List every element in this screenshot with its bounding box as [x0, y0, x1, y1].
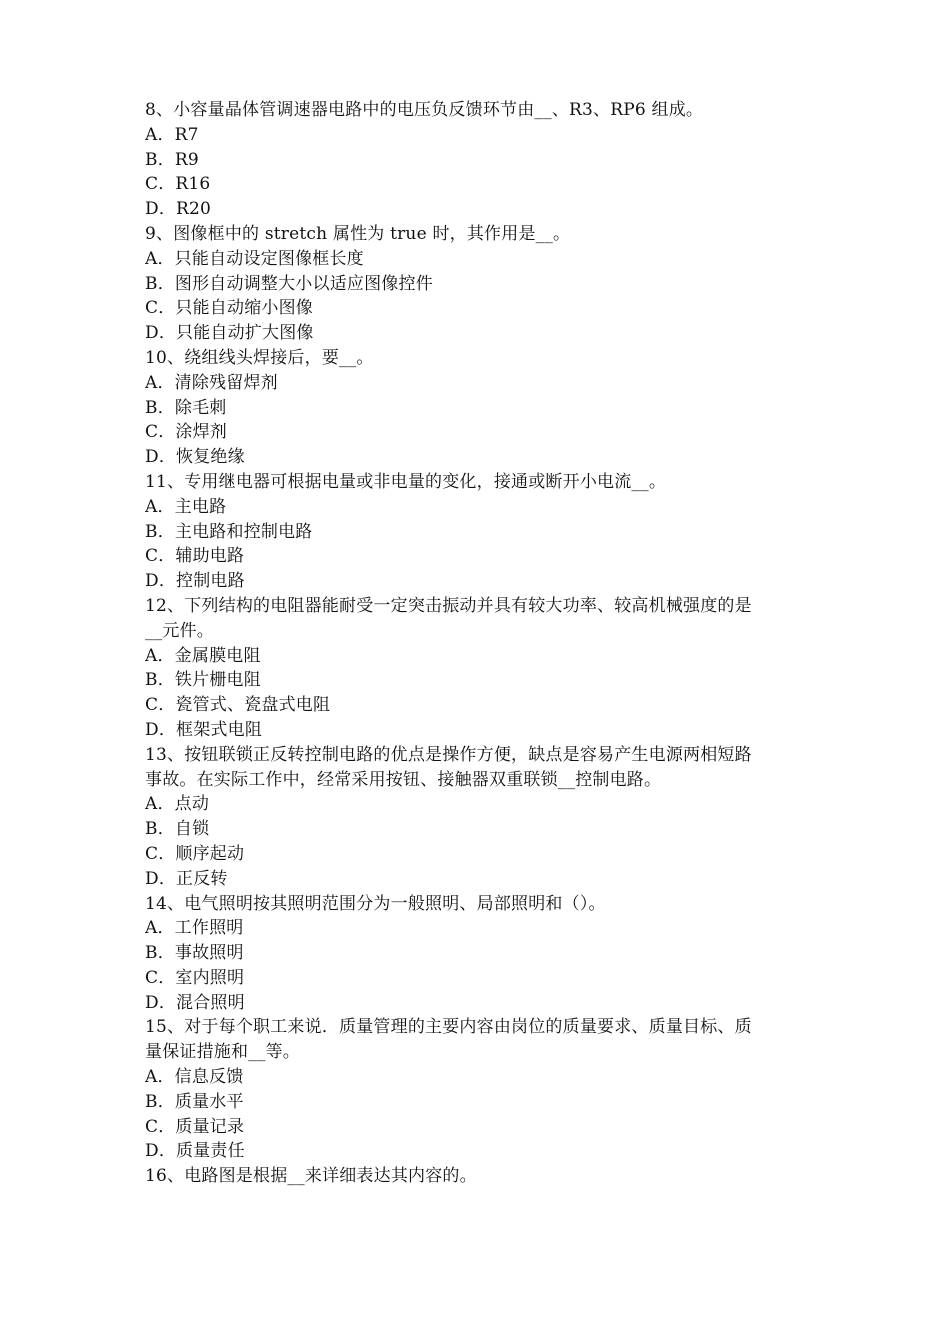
answer-option: A．工作照明 — [145, 918, 244, 939]
answer-option: C．质量记录 — [145, 1116, 245, 1137]
answer-option: C．顺序起动 — [145, 843, 245, 864]
answer-option: B．除毛刺 — [145, 397, 227, 418]
question-stem-line: 10、绕组线头焊接后，要__。 — [145, 347, 374, 368]
question-block — [145, 1015, 815, 1164]
answer-option: D．正反转 — [145, 868, 228, 889]
answer-option: A．R7 — [145, 124, 199, 145]
answer-option: B．质量水平 — [145, 1091, 244, 1112]
answer-option: A．信息反馈 — [145, 1067, 244, 1088]
question-stem-line: 11、专用继电器可根据电量或非电量的变化，接通或断开小电流__。 — [145, 471, 667, 492]
answer-option: A．点动 — [145, 794, 210, 815]
question-stem-line: 8、小容量晶体管调速器电路中的电压负反馈环节由__、R3、RP6 组成。 — [145, 100, 704, 120]
question-block — [145, 222, 815, 346]
question-block — [145, 743, 815, 892]
answer-option: D．只能自动扩大图像 — [145, 323, 314, 344]
answer-option: A．只能自动设定图像框长度 — [145, 248, 364, 269]
answer-option: C．只能自动缩小图像 — [145, 298, 314, 319]
answer-option: A．金属膜电阻 — [145, 645, 261, 666]
answer-option: D．质量责任 — [145, 1141, 245, 1162]
answer-option: B．R9 — [145, 149, 199, 170]
answer-option: A．清除残留焊剂 — [145, 372, 278, 393]
question-block — [145, 98, 815, 222]
question-stem-line: 12、下列结构的电阻器能耐受一定突击振动并具有较大功率、较高机械强度的是 — [145, 595, 752, 616]
answer-option: B．自锁 — [145, 819, 210, 840]
answer-option: C．涂焊剂 — [145, 422, 228, 443]
question-block — [145, 470, 815, 594]
question-block — [145, 594, 815, 743]
answer-option: D．框架式电阻 — [145, 719, 263, 740]
question-stem-line: 量保证措施和__等。 — [145, 1042, 300, 1063]
question-stem-line: 16、电路图是根据__来详细表达其内容的。 — [145, 1166, 477, 1187]
answer-option: D．恢复绝缘 — [145, 447, 245, 468]
answer-option: C．室内照明 — [145, 967, 245, 988]
question-block — [145, 892, 815, 1016]
question-stem-line: 15、对于每个职工来说．质量管理的主要内容由岗位的质量要求、质量目标、质 — [145, 1017, 752, 1038]
answer-option: D．控制电路 — [145, 571, 245, 592]
answer-option: B．铁片栅电阻 — [145, 670, 261, 691]
question-stem-line: 9、图像框中的 stretch 属性为 true 时，其作用是__。 — [145, 223, 571, 244]
answer-option: C．辅助电路 — [145, 546, 245, 567]
question-stem-line: 13、按钮联锁正反转控制电路的优点是操作方便，缺点是容易产生电源两相短路 — [145, 744, 752, 765]
question-list — [145, 98, 815, 1189]
answer-option: C．R16 — [145, 174, 211, 195]
question-block — [145, 1164, 815, 1189]
answer-option: D．混合照明 — [145, 992, 245, 1013]
answer-option: C．瓷管式、瓷盘式电阻 — [145, 695, 331, 716]
question-stem-line: 14、电气照明按其照明范围分为一般照明、局部照明和（）。 — [145, 893, 606, 914]
answer-option: B．主电路和控制电路 — [145, 521, 313, 542]
answer-option: B．事故照明 — [145, 943, 244, 964]
answer-option: A．主电路 — [145, 496, 227, 517]
answer-option: B．图形自动调整大小以适应图像控件 — [145, 273, 433, 294]
answer-option: D．R20 — [145, 199, 212, 220]
question-stem-line: __元件。 — [145, 620, 214, 641]
question-block — [145, 346, 815, 470]
question-stem-line: 事故。在实际工作中，经常采用按钮、接触器双重联锁__控制电路。 — [145, 769, 662, 790]
